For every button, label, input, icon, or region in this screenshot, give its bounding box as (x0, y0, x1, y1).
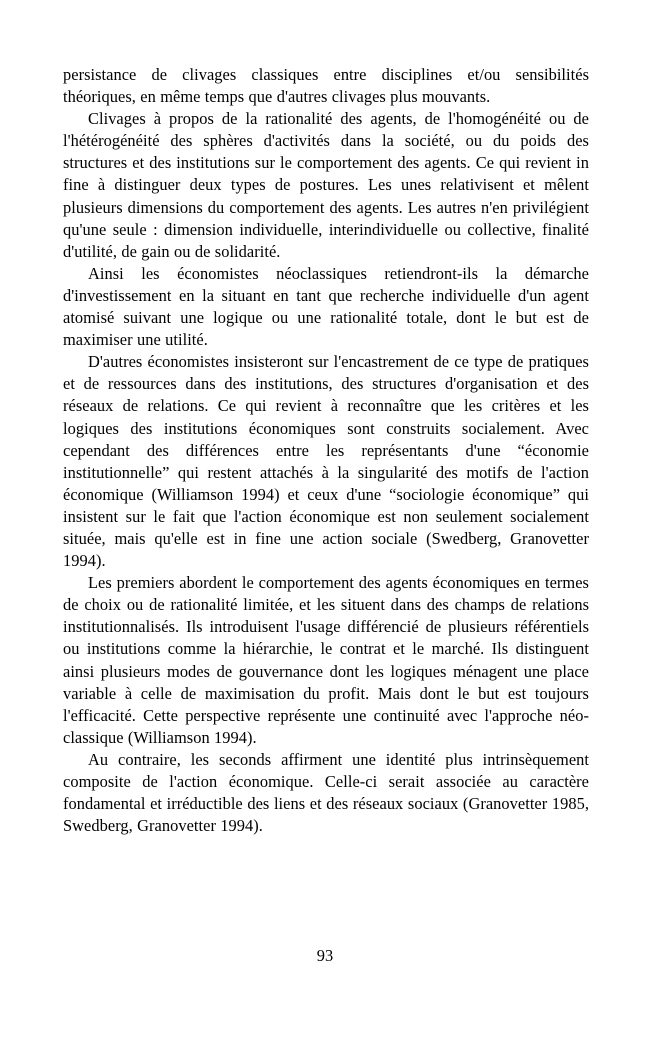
body-paragraph: Les premiers abordent le comportement des agents économiques en termes de choix ou de rationalité limitée, et les situent dans des champs de relations institutionnalisés. Ils introduisent l'usage différencié de plusieurs référentiels ou institutions comme la hiérarchie, le contrat et le marché. Ils distinguent ainsi plusieurs modes de gouvernance dont les logiques ménagent une place variable à celle de maximisation du profit. Mais dont le but est toujours l'efficacité. Cette perspective représente une continuité avec l'approche néo-classique (Williamson 1994). (63, 573, 589, 747)
body-paragraph: persistance de clivages classiques entre disciplines et/ou sensibilités théoriques, en même temps que d'autres clivages plus mouvants. (63, 65, 589, 107)
body-paragraph: D'autres économistes insisteront sur l'encastrement de ce type de pratiques et de ressources dans des institutions, des structures d'organisation et des réseaux de relations. Ce qui revient à reconnaître que les critères et les logiques des institutions économiques sont construits socialement. Avec cependant des différences entre les représentants d'une “économie institutionnelle” qui restent attachés à la singularité des motifs de l'action économique (Williamson 1994) et ceux d'une “sociologie économique” qui insistent sur le fait que l'action économique est non seulement socialement située, mais qu'elle est in fine une action sociale (Swedberg, Granovetter 1994). (63, 352, 589, 571)
body-text-block (63, 64, 589, 837)
body-paragraph: Ainsi les économistes néoclassiques retiendront-ils la démarche d'investissement en la situant en tant que recherche individuelle d'un agent atomisé suivant une logique ou une rationalité totale, dont le but est de maximiser une utilité. (63, 263, 589, 350)
body-paragraph: Clivages à propos de la rationalité des agents, de l'homogénéité ou de l'hétérogénéité des sphères d'activités dans la société, ou du poids des structures et des institutions sur le comportement des agents. Ce qui revient in fine à distinguer deux types de postures. Les unes relativisent et mêlent plusieurs dimensions du comportement des agents. Les autres n'en privilégient qu'une seule : dimension individuelle, interindividuelle ou collective, finalité d'utilité, de gain ou de solidarité. (63, 109, 589, 261)
page-number: 93 (316, 946, 334, 965)
body-paragraph: Au contraire, les seconds affirment une identité plus intrinsèquement composite de l'action économique. Celle-ci serait associée au caractère fondamental et irréductible des liens et des réseaux sociaux (Granovetter 1985, Swedberg, Granovetter 1994). (63, 749, 589, 836)
